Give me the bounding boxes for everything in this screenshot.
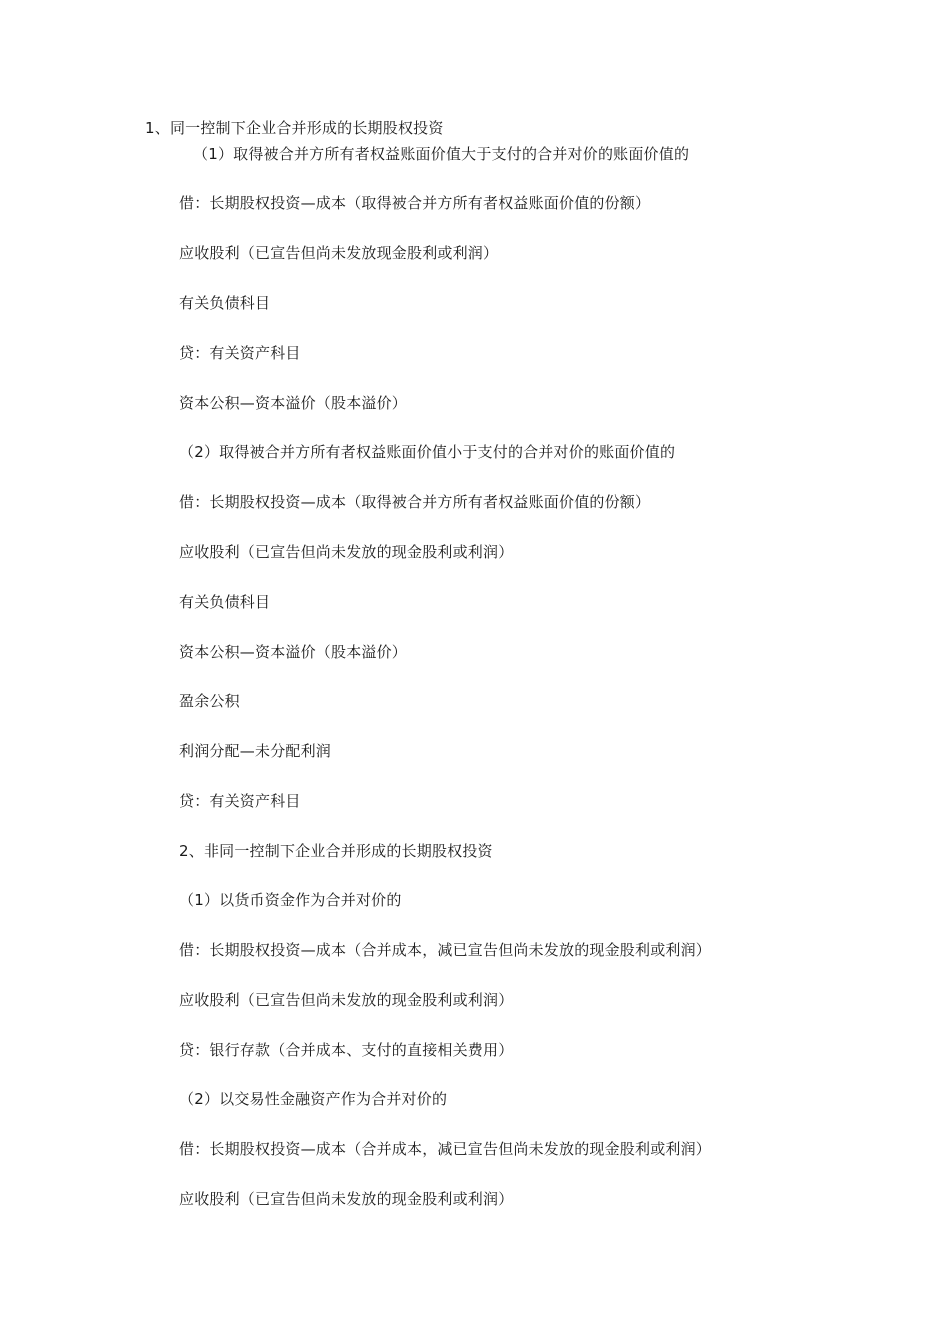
section-heading-1: 1、同一控制下企业合并形成的长期股权投资 [145, 119, 444, 137]
subsection-heading-2-2: （2）以交易性金融资产作为合并对价的 [179, 1090, 448, 1108]
entry-line: 贷：有关资产科目 [179, 792, 301, 810]
entry-line: 应收股利（已宣告但尚未发放的现金股利或利润） [179, 991, 514, 1009]
entry-line: 应收股利（已宣告但尚未发放的现金股利或利润） [179, 543, 514, 561]
entry-line: 应收股利（已宣告但尚未发放现金股利或利润） [179, 244, 499, 262]
entry-line: 贷：有关资产科目 [179, 344, 301, 362]
section-heading-2: 2、非同一控制下企业合并形成的长期股权投资 [179, 842, 493, 860]
entry-line: 盈余公积 [179, 692, 240, 710]
entry-line: 借：长期股权投资—成本（合并成本，减已宣告但尚未发放的现金股利或利润） [179, 941, 712, 959]
subsection-heading-1-2: （2）取得被合并方所有者权益账面价值小于支付的合并对价的账面价值的 [179, 443, 676, 461]
entry-line: 资本公积—资本溢价（股本溢价） [179, 643, 408, 661]
entry-line: 应收股利（已宣告但尚未发放的现金股利或利润） [179, 1190, 514, 1208]
entry-line: 借：长期股权投资—成本（取得被合并方所有者权益账面价值的份额） [179, 493, 651, 511]
subsection-heading-1-1: （1）取得被合并方所有者权益账面价值大于支付的合并对价的账面价值的 [193, 145, 690, 163]
entry-line: 借：长期股权投资—成本（取得被合并方所有者权益账面价值的份额） [179, 194, 651, 212]
entry-line: 借：长期股权投资—成本（合并成本，减已宣告但尚未发放的现金股利或利润） [179, 1140, 712, 1158]
subsection-heading-2-1: （1）以货币资金作为合并对价的 [179, 891, 402, 909]
entry-line: 有关负债科目 [179, 593, 271, 611]
entry-line: 贷：银行存款（合并成本、支付的直接相关费用） [179, 1041, 514, 1059]
entry-line: 资本公积—资本溢价（股本溢价） [179, 394, 408, 412]
entry-line: 有关负债科目 [179, 294, 271, 312]
entry-line: 利润分配—未分配利润 [179, 742, 332, 760]
